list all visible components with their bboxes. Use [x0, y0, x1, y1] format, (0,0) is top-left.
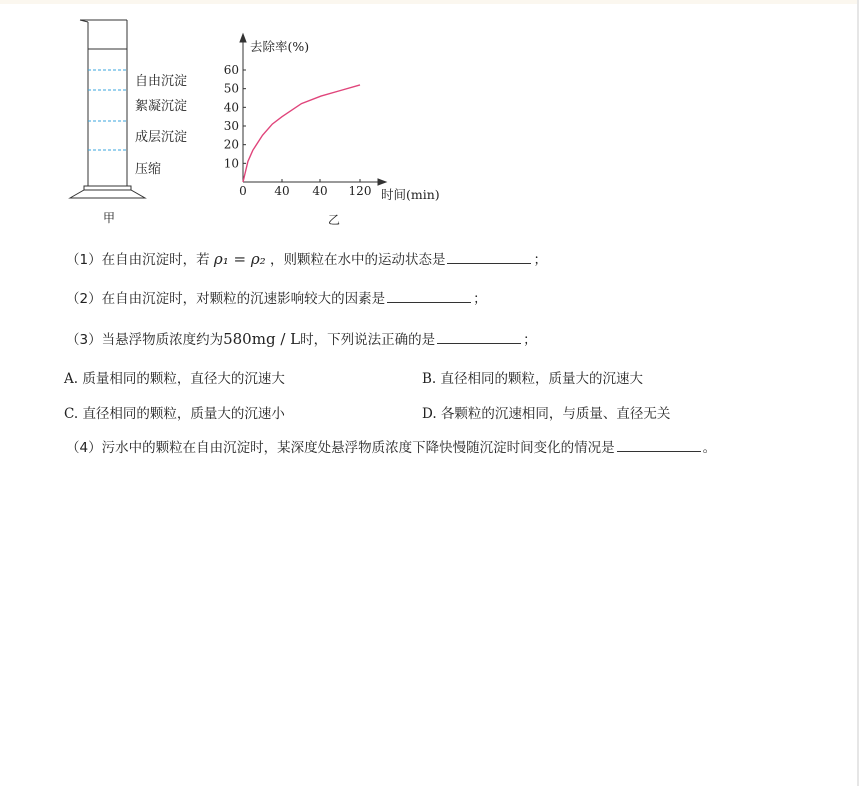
q2-end: ；	[473, 291, 487, 307]
option-letter: A.	[64, 371, 79, 387]
zone-label-compression: 压缩	[135, 162, 162, 177]
q2-answer-blank[interactable]	[387, 290, 471, 303]
y-tick-label: 40	[223, 100, 239, 115]
q1-suffix: ，则颗粒在水中的运动状态是	[269, 252, 446, 268]
q3-end: ；	[523, 332, 537, 348]
y-axis-label: 去除率(%)	[250, 39, 310, 54]
x-tick-label: 120	[348, 184, 372, 198]
question-4	[66, 439, 716, 457]
q4-end: 。	[702, 440, 717, 456]
x-tick-label: 40	[312, 184, 328, 198]
q2-prefix: （2）在自由沉淀时，对颗粒的沉速影响较大的因素是	[66, 291, 386, 307]
y-axis-arrow	[240, 34, 246, 42]
question-3	[66, 330, 537, 349]
question-1	[66, 250, 547, 269]
q1-math-density-equality: ρ₁ = ρ₂	[213, 250, 266, 268]
y-tick-label: 20	[223, 137, 239, 152]
figure-jia-caption: 甲	[103, 211, 116, 225]
x-tick-label: 40	[274, 184, 290, 198]
x-tick-label: 0	[239, 184, 247, 198]
series-line	[243, 85, 360, 182]
figure-yi-caption: 乙	[328, 213, 341, 227]
q1-end: ；	[533, 252, 547, 268]
option-text: 直径相同的颗粒，质量大的沉速大	[440, 371, 644, 387]
zone-label-flocculent-settling: 絮凝沉淀	[135, 99, 188, 114]
q1-answer-blank[interactable]	[447, 251, 531, 264]
removal-rate-chart	[0, 0, 859, 240]
option-a[interactable]	[64, 370, 285, 388]
x-axis-label: 时间(min)	[381, 187, 440, 202]
q3-concentration: 580mg / L	[223, 330, 301, 348]
y-tick-label: 60	[223, 63, 239, 77]
question-2	[66, 290, 487, 308]
q4-prefix: （4）污水中的颗粒在自由沉淀时，某深度处悬浮物质浓度下降快慢随沉淀时间变化的情况是	[66, 440, 615, 456]
option-b[interactable]	[422, 370, 643, 388]
y-tick-label: 30	[223, 119, 239, 133]
option-d[interactable]	[422, 405, 670, 423]
option-c[interactable]	[64, 405, 285, 423]
option-letter: D.	[422, 406, 437, 422]
q3-prefix: （3）当悬浮物质浓度约为	[66, 332, 224, 348]
y-tick-label: 10	[223, 156, 239, 171]
q4-answer-blank[interactable]	[617, 439, 701, 452]
x-axis-arrow	[378, 179, 386, 185]
q3-suffix: 时，下列说法正确的是	[300, 332, 436, 348]
option-letter: B.	[422, 371, 437, 387]
zone-label-free-settling: 自由沉淀	[135, 74, 188, 89]
q3-answer-blank[interactable]	[437, 331, 521, 344]
q1-prefix: （1）在自由沉淀时，若	[66, 252, 210, 268]
option-letter: C.	[64, 406, 79, 422]
option-text: 直径相同的颗粒，质量大的沉速小	[82, 406, 285, 422]
option-text: 质量相同的颗粒，直径大的沉速大	[82, 371, 285, 387]
option-text: 各颗粒的沉速相同，与质量、直径无关	[440, 406, 671, 422]
zone-label-zone-settling: 成层沉淀	[135, 130, 188, 145]
y-tick-label: 50	[223, 81, 239, 96]
